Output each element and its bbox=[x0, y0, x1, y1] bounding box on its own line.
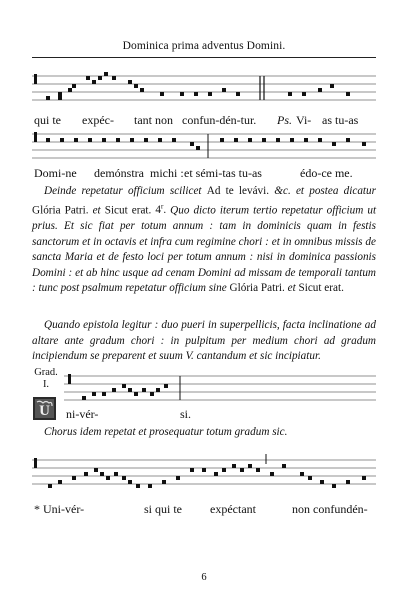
music-staff-4-notation bbox=[32, 450, 376, 498]
lyric-syllable: qui te bbox=[34, 113, 61, 127]
lyric-syllable: ni-vér- bbox=[66, 407, 99, 421]
running-title: Dominica prima adventus Domini. bbox=[122, 40, 286, 52]
lyric-syllable: demónstra bbox=[94, 166, 144, 180]
lyric-syllable: Domi-ne bbox=[34, 166, 77, 180]
lyric-syllable: confun-dén-tur. bbox=[182, 113, 257, 127]
lyric-syllable: * Uni-vér- bbox=[34, 502, 85, 516]
svg-text:U: U bbox=[39, 403, 50, 419]
decorated-initial bbox=[33, 397, 56, 420]
lyric-syllable: Vi- bbox=[296, 113, 312, 127]
rubric-paragraph-3: Chorus idem repetat et prosequatur totum gradum sic. bbox=[44, 426, 288, 438]
lyric-syllable: expéc- bbox=[82, 113, 114, 127]
rubric-paragraph-2: Quando epistola legitur : duo pueri in superpellicis, facta inclinatione ad altare ante gradum chori : in pulpitum per medium chori ad gradum incipiendum se preparent et suum V. cantandum et sic incipiatur. bbox=[32, 319, 376, 363]
rubric-paragraph-1: Deinde repetatur officium scilicet Ad te levávi. &c. et postea dicatur Glória Patri. et Sicut erat. 4$^r$. Quo dicto iterum tertio repetatur officium ut prius. Et sic fiat per totum annum : tam in dominicis quam in festis sanctorum et in octavis et infra cum regimine chori : et in omnibus missis de sancta Maria et de festo loci per totum annum : nisi in dominica passionis Domini : et ab hinc usque ad cenam Domini ad missam de temporali tantum : tunc post psalmum repetatur officium sine Glória Patri. et Sicut erat. bbox=[32, 185, 377, 295]
music-staff-1-notation bbox=[32, 68, 376, 110]
lyric-syllable: tant non bbox=[134, 113, 173, 127]
music-staff-3-notation bbox=[64, 370, 376, 406]
lyric-syllable: et sémi-tas tu-as bbox=[184, 166, 262, 180]
lyric-syllable: expéctant bbox=[210, 502, 256, 516]
music-staff-2-notation bbox=[32, 128, 376, 164]
psalm-abbreviation: Ps. bbox=[277, 113, 292, 127]
lyric-syllable: si. bbox=[180, 407, 192, 421]
music-staff-2 bbox=[32, 128, 376, 164]
lyric-syllable: édo-ce me. bbox=[300, 166, 353, 180]
lyric-syllable: si qui te bbox=[144, 502, 182, 516]
header-rule bbox=[32, 57, 376, 58]
music-staff-4 bbox=[32, 450, 376, 498]
music-staff-1 bbox=[32, 68, 376, 110]
page-number: 6 bbox=[201, 572, 207, 583]
lyric-syllable: michi : bbox=[150, 166, 184, 180]
lyric-syllable: non confundén- bbox=[292, 502, 368, 516]
gradual-label: Grad. I. bbox=[34, 367, 58, 390]
music-staff-3 bbox=[64, 370, 376, 406]
lyric-syllable: as tu-as bbox=[322, 113, 359, 127]
